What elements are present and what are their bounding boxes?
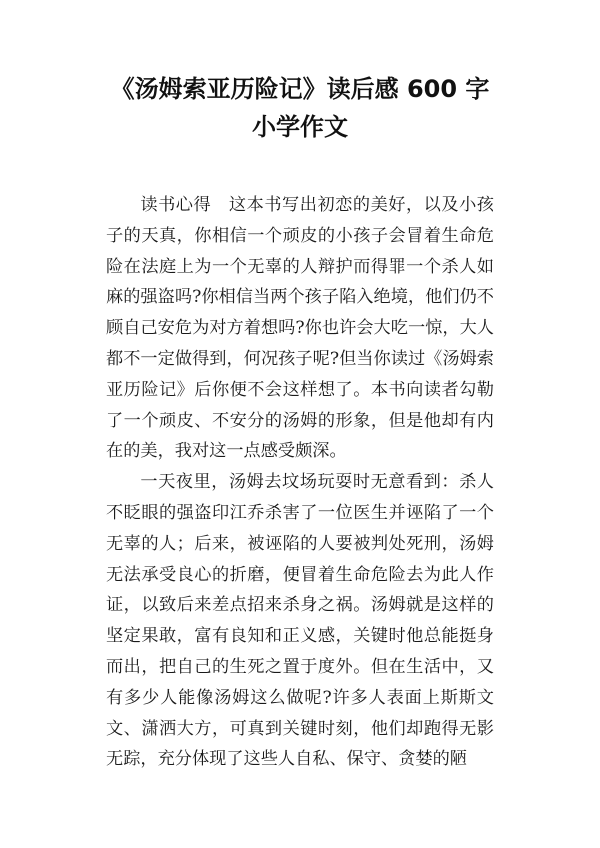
document-title: 《汤姆索亚历险记》读后感 600 字小学作文: [110, 75, 490, 141]
paragraph: 一天夜里，汤姆去坟场玩耍时无意看到：杀人不眨眼的强盗印江乔杀害了一位医生并诬陷了一个无辜的人；后来，被诬陷的人要被判处死刑，汤姆无法承受良心的折磨，便冒着生命危险去为此人作证，以致后来差点招来杀身之祸。汤姆就是这样的坚定果敢，富有良知和正义感，关键时他总能挺身而出，把自己的生死之置于度外。但在生活中，又有多少人能像汤姆这么做呢?许多人表面上斯斯文文、潇洒大方，可真到关键时刻，他们却跑得无影无踪，充分体现了这些人自私、保守、贪婪的陋: [106, 472, 494, 770]
document-body: [106, 190, 494, 775]
paragraph: 读书心得 这本书写出初恋的美好，以及小孩子的天真，你相信一个顽皮的小孩子会冒着生命危险在法庭上为一个无辜的人辩护而得罪一个杀人如麻的强盗吗?你相信当两个孩子陷入绝境，他们仍不顾自己安危为对方着想吗?你也许会大吃一惊，大人都不一定做得到，何况孩子呢?但当你读过《汤姆索亚历险记》后你便不会这样想了。本书向读者勾勒了一个顽皮、不安分的汤姆的形象，但是他却有内在的美，我对这一点感受颇深。: [106, 195, 494, 462]
